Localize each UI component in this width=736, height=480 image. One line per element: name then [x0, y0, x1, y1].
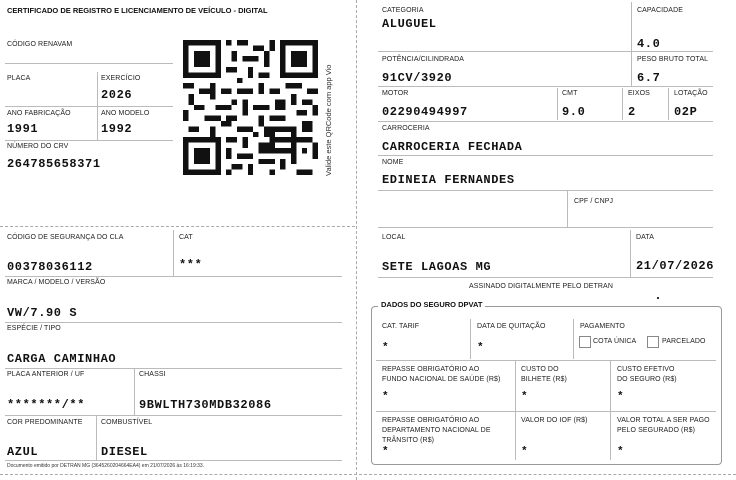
page-bottom-divider: [0, 474, 736, 475]
especie-tipo-label: ESPÉCIE / TIPO: [7, 325, 61, 332]
repasse-transito-label-2: DEPARTAMENTO NACIONAL DE: [382, 427, 491, 434]
chassi-value: 9BWLTH730MDB32086: [139, 398, 272, 412]
document-title: CERTIFICADO DE REGISTRO E LICENCIAMENTO DE VEÍCULO - DIGITAL: [7, 6, 268, 15]
page-divider: [356, 0, 357, 480]
divider: [5, 322, 342, 323]
divider: [378, 227, 713, 228]
data-value: 21/07/2026: [636, 259, 715, 273]
qr-code: [183, 40, 318, 175]
exercicio-value: 2026: [101, 88, 133, 102]
eixos-value: 2: [628, 105, 636, 119]
valor-iof-value: *: [521, 446, 528, 458]
divider: [470, 319, 471, 359]
divider: [631, 52, 632, 86]
ano-fabricacao-label: ANO FABRICAÇÃO: [7, 110, 71, 117]
valor-total-label-1: VALOR TOTAL A SER PAGO: [617, 417, 710, 424]
divider: [630, 230, 631, 277]
dpvat-title: DADOS DO SEGURO DPVAT: [378, 300, 485, 309]
cat-tarif-label: CAT. TARIF: [382, 323, 420, 330]
repasse-transito-value: *: [382, 446, 389, 458]
divider: [378, 155, 713, 156]
cmt-label: CMT: [562, 90, 578, 97]
valor-total-value: *: [617, 446, 624, 458]
divider: [5, 140, 173, 141]
divider: [515, 412, 516, 460]
divider: [378, 277, 713, 278]
exercicio-label: EXERCÍCIO: [101, 75, 141, 82]
combustivel-label: COMBUSTÍVEL: [101, 419, 153, 426]
data-label: DATA: [636, 234, 655, 241]
divider: [573, 319, 574, 359]
pagamento-label: PAGAMENTO: [580, 323, 625, 330]
potencia-value: 91CV/3920: [382, 71, 453, 85]
numero-crv-value: 264785658371: [7, 157, 101, 171]
divider: [173, 230, 174, 276]
eixos-label: EIXOS: [628, 90, 650, 97]
capacidade-value: 4.0: [637, 37, 661, 51]
cat-value: ***: [179, 258, 203, 272]
custo-efetivo-label-1: CUSTO EFETIVO: [617, 366, 675, 373]
divider: [557, 88, 558, 120]
qr-caption: Valide este QRCode com app Vio: [324, 64, 333, 176]
divider: [610, 412, 611, 460]
divider: [5, 460, 342, 461]
divider: [567, 191, 568, 227]
valor-iof-label: VALOR DO IOF (R$): [521, 417, 588, 424]
nome-label: NOME: [382, 159, 404, 166]
custo-efetivo-value: *: [617, 391, 624, 403]
placa-anterior-label: PLACA ANTERIOR / UF: [7, 371, 85, 378]
parcelado-checkbox[interactable]: [647, 336, 659, 348]
ano-fabricacao-value: 1991: [7, 122, 39, 136]
motor-label: MOTOR: [382, 90, 409, 97]
codigo-seguranca-label: CÓDIGO DE SEGURANÇA DO CLA: [7, 234, 124, 241]
parcelado-label: PARCELADO: [662, 338, 706, 345]
cor-value: AZUL: [7, 445, 39, 459]
divider: [97, 72, 98, 106]
repasse-transito-label-3: TRÂNSITO (R$): [382, 437, 435, 444]
cat-label: CAT: [179, 234, 193, 241]
cota-unica-label: COTA ÚNICA: [593, 338, 637, 345]
ano-modelo-label: ANO MODELO: [101, 110, 150, 117]
chassi-label: CHASSI: [139, 371, 166, 378]
divider: [96, 416, 97, 460]
categoria-value: ALUGUEL: [382, 17, 437, 31]
custo-bilhete-value: *: [521, 391, 528, 403]
footer-note: Documento emitido por DETRAN MG (3645260204664EA4) em 21/07/2026 às 16:19:33.: [7, 463, 205, 469]
divider: [378, 190, 713, 191]
divider: [376, 411, 716, 412]
divider: [631, 2, 632, 51]
peso-bruto-label: PESO BRUTO TOTAL: [637, 56, 709, 63]
local-label: LOCAL: [382, 234, 406, 241]
divider: [378, 86, 713, 87]
cat-tarif-value: *: [382, 342, 389, 354]
custo-bilhete-label-1: CUSTO DO: [521, 366, 559, 373]
repasse-saude-label-1: REPASSE OBRIGATÓRIO AO: [382, 366, 480, 373]
valor-total-label-2: PELO SEGURADO (R$): [617, 427, 696, 434]
cmt-value: 9.0: [562, 105, 586, 119]
carroceria-label: CARROCERIA: [382, 125, 430, 132]
placa-anterior-value: *******/**: [7, 398, 86, 412]
cpf-cnpj-label: CPF / CNPJ: [574, 198, 614, 205]
lotacao-label: LOTAÇÃO: [674, 90, 708, 97]
section-divider: [0, 226, 355, 227]
codigo-seguranca-value: 00378036112: [7, 260, 93, 274]
assinado-text: ASSINADO DIGITALMENTE PELO DETRAN: [469, 283, 613, 290]
carroceria-value: CARROCERIA FECHADA: [382, 140, 523, 154]
dot-mark: [657, 297, 659, 299]
repasse-transito-label-1: REPASSE OBRIGATÓRIO AO: [382, 417, 480, 424]
custo-efetivo-label-2: DO SEGURO (R$): [617, 376, 677, 383]
divider: [5, 415, 342, 416]
data-quitacao-label: DATA DE QUITAÇÃO: [477, 323, 546, 330]
divider: [668, 88, 669, 120]
especie-tipo-value: CARGA CAMINHAO: [7, 352, 117, 366]
marca-modelo-value: VW/7.90 S: [7, 306, 78, 320]
divider: [610, 361, 611, 411]
lotacao-value: 02P: [674, 105, 698, 119]
combustivel-value: DIESEL: [101, 445, 148, 459]
cor-label: COR PREDOMINANTE: [7, 419, 83, 426]
divider: [622, 88, 623, 120]
capacidade-label: CAPACIDADE: [637, 7, 683, 14]
potencia-label: POTÊNCIA/CILINDRADA: [382, 56, 465, 63]
numero-crv-label: NÚMERO DO CRV: [7, 143, 69, 150]
custo-bilhete-label-2: BILHETE (R$): [521, 376, 567, 383]
categoria-label: CATEGORIA: [382, 7, 424, 14]
peso-bruto-value: 6.7: [637, 71, 661, 85]
divider: [5, 276, 342, 277]
nome-value: EDINEIA FERNANDES: [382, 173, 515, 187]
divider: [5, 63, 173, 64]
ano-modelo-value: 1992: [101, 122, 133, 136]
cota-unica-checkbox[interactable]: [579, 336, 591, 348]
placa-label: PLACA: [7, 75, 31, 82]
divider: [5, 368, 342, 369]
repasse-saude-label-2: FUNDO NACIONAL DE SAÚDE (R$): [382, 376, 501, 383]
motor-value: 02290494997: [382, 105, 468, 119]
divider: [134, 369, 135, 415]
repasse-saude-value: *: [382, 391, 389, 403]
data-quitacao-value: *: [477, 342, 484, 354]
marca-modelo-label: MARCA / MODELO / VERSÃO: [7, 279, 106, 286]
divider: [97, 107, 98, 140]
divider: [378, 51, 713, 52]
renavam-label: CÓDIGO RENAVAM: [7, 41, 73, 48]
divider: [5, 106, 173, 107]
divider: [376, 360, 716, 361]
divider: [515, 361, 516, 411]
local-value: SETE LAGOAS MG: [382, 260, 492, 274]
divider: [378, 121, 713, 122]
